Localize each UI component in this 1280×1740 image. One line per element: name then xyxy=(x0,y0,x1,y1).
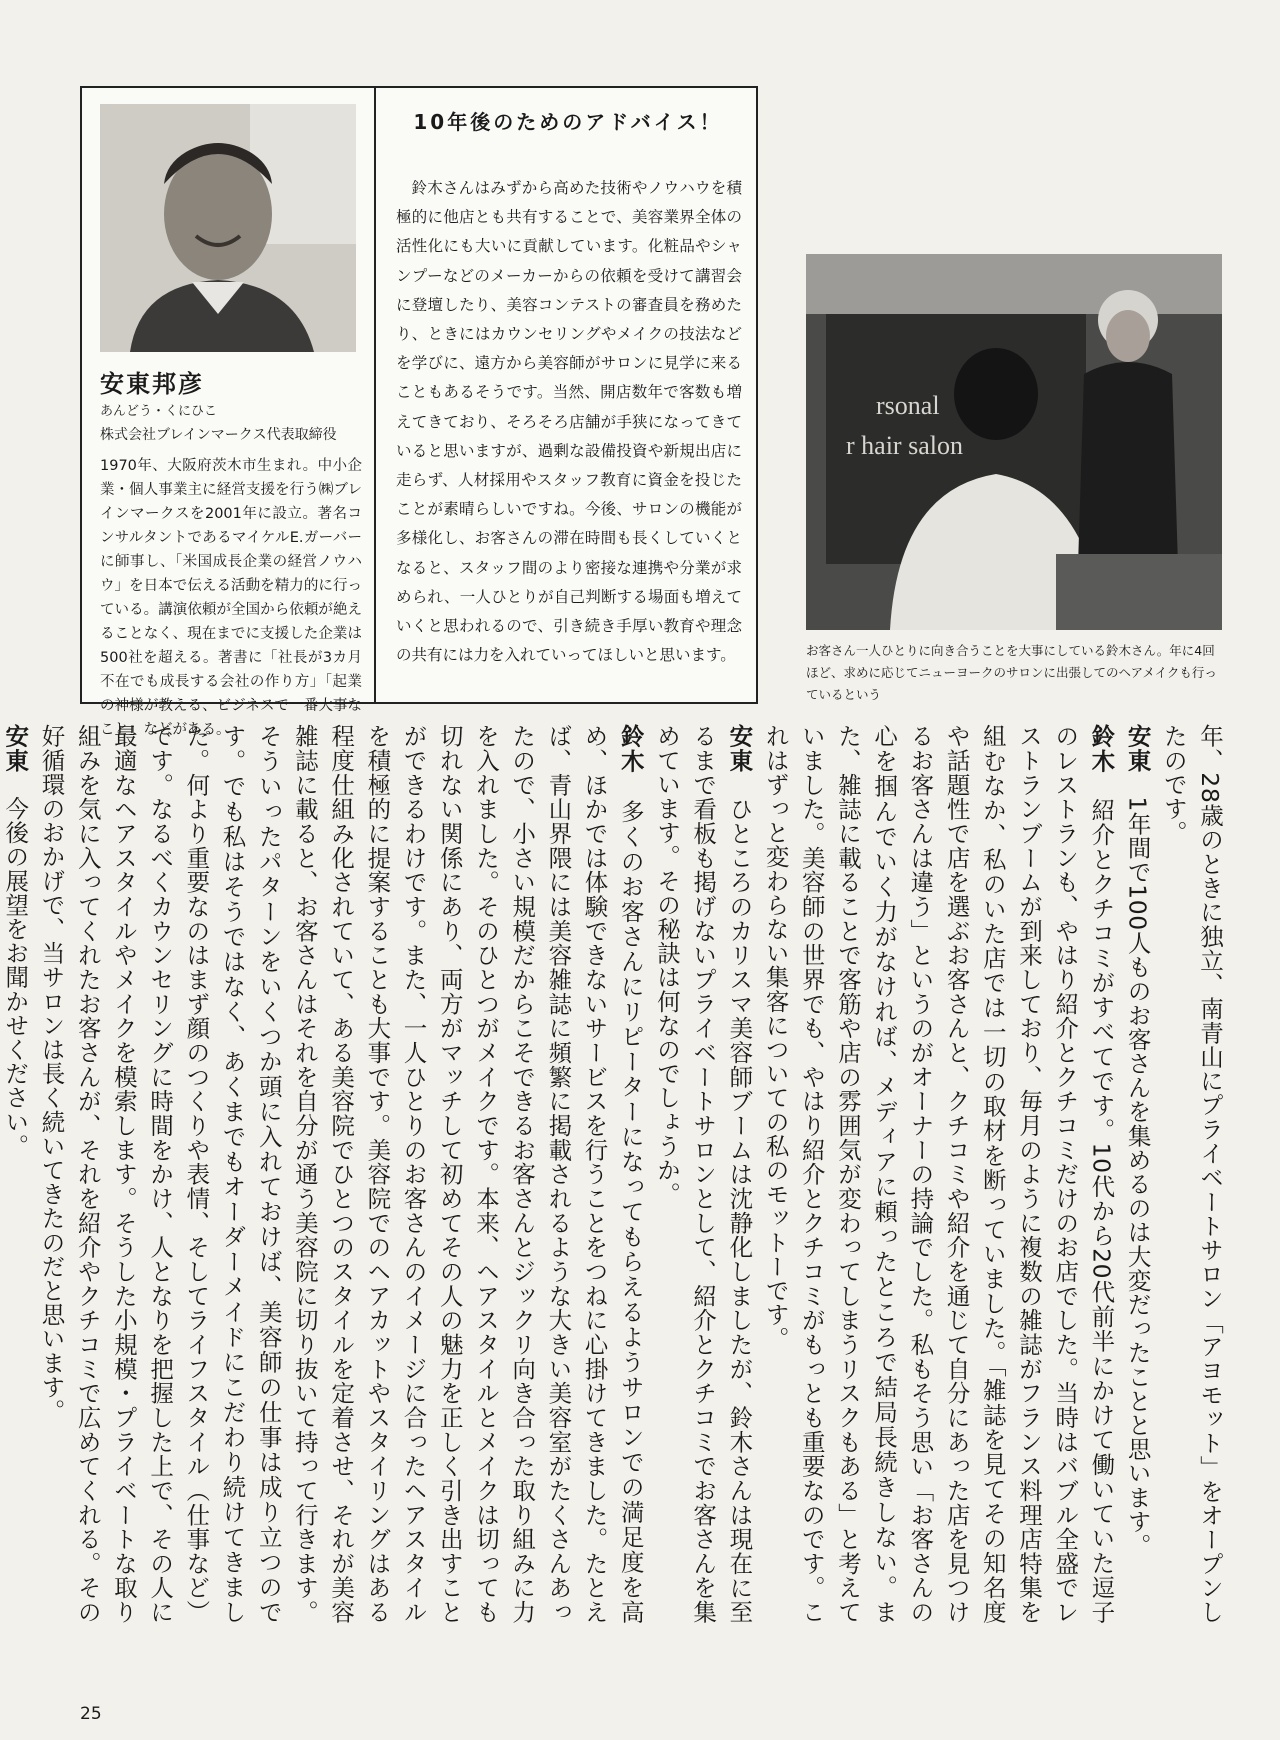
profile-reading: あんどう・くにひこ xyxy=(100,404,218,419)
paragraph-5: 鈴木 多くのお客さんにリピーターになってもらえるようサロンでの満足度を高め、ほかでは体験できないサービスを行うことをつねに心掛けてきました。たとえば、青山界隈には美容雑誌に頻繁に掲載されるような大きい美容室がたくさんあったので、小さい規模だからこそできるお客さんとジックリ向き合った取り組みに力を入れました。そのひとつがメイクです。本来、ヘアスタイルとメイクは切っても切れない関係にあり、両方がマッチして初めてその人の魅力を正しく引き出すことができるわけです。また、一人ひとりのお客さんのイメージに合ったヘアスタイルを積極的に提案することも大事です。美容院でのヘアカットやスタイリングはある程度仕組み化されていて、ある美容院でひとつのスタイルを定着させ、それが美容雑誌に載ると、お客さんはそれを自分が通う美容院に切り抜いて持って行きます。そういったパターンをいくつか頭に入れておけば、美容師の仕事は成り立つのです。でも私はそうではなく、あくまでもオーダーメイドにこだわり続けてきました。何より重要なのはまず顔のつくりや表情、そしてライフスタイル（仕事など）です。なるべくカウンセリングに時間をかけ、人となりを把握した上で、その人に最適なヘアスタイルやメイクを模索します。そうした小規模・プライベートな取り組みを気に入ってくれたお客さんが、それを紹介やクチコミで広めてくれる。その好循環のおかげで、当サロンは長く続いてきたのだと思います。 xyxy=(37,724,645,1624)
photo-caption: お客さん一人ひとりに向き合うことを大事にしている鈴木さん。年に4回ほど、求めに応じてニューヨークのサロンに出張してのヘアメイクも行っているという xyxy=(806,643,1217,702)
salon-photo xyxy=(806,254,1222,630)
portrait-image xyxy=(100,104,356,352)
profile-photo xyxy=(100,104,356,352)
article-body xyxy=(1,724,1228,1625)
profile-bio: 1970年、大阪府茨木市生まれ。中小企業・個人事業主に経営支援を行う㈱ブレインマークスを2001年に設立。著名コンサルタントであるマイケルE.ガーバーに師事し、「米国成長企業の経営ノウハウ」を日本で伝える活動を精力的に行っている。講演依頼が全国から依頼が絶えることなく、現在までに支援した企業は500社を超える。著書に「社長が3カ月不在でも成長する会社の作り方」「起業の神様が教える、ビジネスで一番大事なこと」などがある。 xyxy=(100,458,362,738)
salon-photo-image xyxy=(806,254,1222,630)
paragraph-1: 年、28歳のときに独立、南青山にプライベートサロン「アヨモット」をオープンしたのです。 xyxy=(1159,724,1224,1624)
salon-sign-line-2: r hair salon xyxy=(846,431,963,460)
salon-sign-line-1: rsonal xyxy=(876,391,940,420)
speaker-ando: 安東 xyxy=(1,724,30,773)
profile-role: 株式会社ブレインマークス代表取締役 xyxy=(100,427,337,443)
advice-column xyxy=(376,88,756,702)
speaker-suzuki: 鈴木 xyxy=(1087,724,1116,774)
profile-column xyxy=(82,88,376,738)
paragraph-4: 安東 ひところのカリスマ美容師ブームは沈静化しましたが、鈴木さんは現在に至るまで看板も掲げないプライベートサロンとして、紹介とクチコミでお客さんを集めています。その秘訣は何なのでしょうか。 xyxy=(652,724,754,1625)
page-number: 25 xyxy=(80,1704,102,1724)
paragraph-6: 安東 今後の展望をお聞かせください。 xyxy=(1,724,30,1158)
advice-title: 10年後のためのアドバイス！ xyxy=(413,110,723,134)
speaker-suzuki: 鈴木 xyxy=(616,724,645,775)
advice-box xyxy=(80,86,758,738)
paragraph-2: 安東 1年間で100人ものお客さんを集めるのは大変だったことと思います。 xyxy=(1123,724,1152,1558)
speaker-ando: 安東 xyxy=(1123,724,1152,773)
advice-body: 鈴木さんはみずから高めた技術やノウハウを積極的に他店とも共有することで、美容業界全体の活性化にも大いに貢献しています。化粧品やシャンプーなどのメーカーからの依頼を受けて講習会に登壇したり、美容コンテストの審査員を務めたり、ときにはカウンセリングやメイクの技法などを学びに、遠方から美容師がサロンに見学に来ることもあるそうです。当然、開店数年で客数も増えてきており、そろそろ店舗が手狭になってきていると思いますが、過剰な設備投資や新規出店に走らず、人材採用やスタッフ教育に資金を投じたことが素晴らしいですね。今後、サロンの機能が多様化し、お客さんの滞在時間も長くしていくとなると、スタッフ間のより密接な連携や分業が求められ、一人ひとりが自己判断する場面も増えていくと思われるので、引き続き手厚い教育や理念の共有には力を入れていってほしいと思います。 xyxy=(396,179,742,665)
speaker-ando: 安東 xyxy=(725,724,754,773)
profile-name: 安東邦彦 xyxy=(100,370,204,398)
bleed-through-text xyxy=(1160,120,1180,270)
paragraph-3: 鈴木 紹介とクチコミがすべてです。10代から20代前半にかけて働いていた逗子のレストランも、やはり紹介とクチコミだけのお店でした。当時はバブル全盛でレストランブームが到来しており、毎月のように複数の雑誌がフランス料理店特集を組むなか、私のいた店では一切の取材を断っていました。「雑誌を見てその知名度や話題性で店を選ぶお客さんと、クチコミや紹介を通じて自分にあった店を見つけるお客さんは違う」というのがオーナーの持論でした。私もそう思い「お客さんの心を掴んでいく力がなければ、メディアに頼ったところで結局長続きしない。また、雑誌に載ることで客筋や店の雰囲気が変わってしまうリスクもある」と考えていました。美容師の世界でも、やはり紹介とクチコミがもっとも重要なのです。これはずっと変わらない集客についての私のモットーです。 xyxy=(761,724,1116,1624)
